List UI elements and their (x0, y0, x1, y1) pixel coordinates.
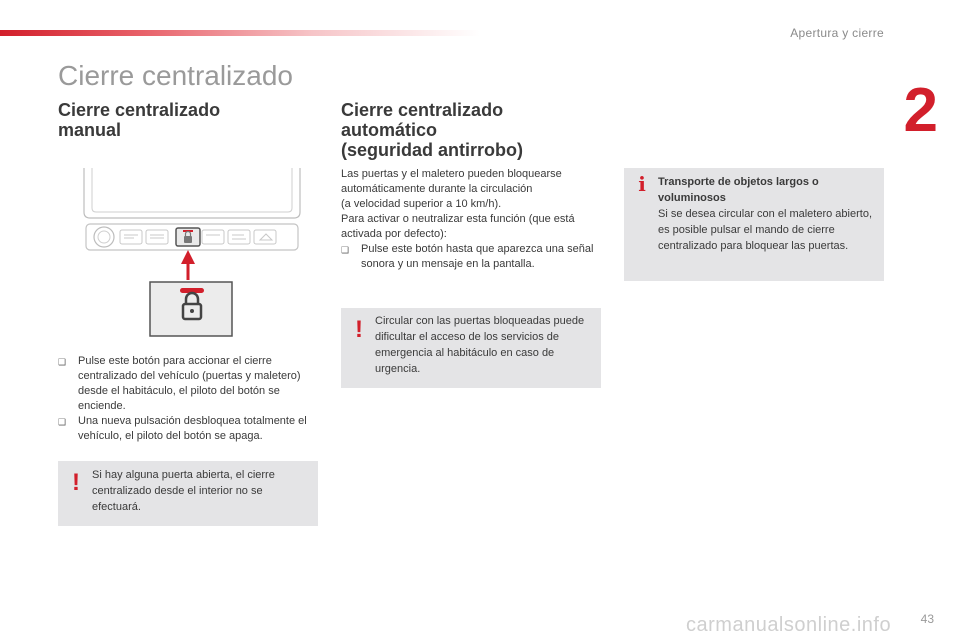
manual-warning-note: ! Si hay alguna puerta abierta, el cierre centralizado desde el interior no se efectuará. (58, 461, 318, 526)
bullet-square-icon: ❑ (341, 245, 350, 255)
list-item: ❑ Una nueva pulsación desbloquea totalmente el vehículo, el piloto del botón se apaga. (58, 415, 307, 442)
info-note (624, 168, 884, 281)
manual-heading: Cierre centralizado manual (58, 100, 221, 140)
header-accent-bar (0, 30, 480, 36)
page-title: Cierre centralizado (58, 60, 293, 91)
dashboard-panel-drawing (82, 168, 302, 340)
automatic-instructions: Las puertas y el maletero pueden bloquearse automáticamente durante la circulación (a velocidad superior a 10 km/h). Para activar o neutralizar esta función (que está activada por defecto): ❑ Pulse este botón hasta que aparezca una señal sonora y un mensaje en la pantalla. (341, 167, 599, 272)
central-locking-button-illustration (82, 168, 302, 340)
page-number: 43 (920, 612, 934, 626)
automatic-heading: Cierre centralizado automático (seguridad antirrobo) (341, 100, 524, 160)
info-note-text: Si se desea circular con el maletero abierto, es posible pulsar el mando de cierre centralizado para bloquear las puertas. (658, 208, 872, 252)
automatic-warning-note: ! Circular con las puertas bloqueadas puede dificultar el acceso de los servicios de emergencia al habitáculo en caso de urgencia. (341, 308, 601, 388)
chapter-number: 2 (903, 76, 938, 145)
bullet-square-icon: ❑ (58, 417, 67, 427)
warning-exclamation-icon: ! (355, 316, 363, 343)
warning-exclamation-icon: ! (72, 469, 80, 496)
info-note-title: Transporte de objetos largos o voluminosos (658, 176, 819, 204)
list-item: ❑ Pulse este botón hasta que aparezca una señal sonora y un mensaje en la pantalla. (341, 243, 594, 270)
section-title: Apertura y cierre (790, 26, 884, 40)
bullet-square-icon: ❑ (58, 357, 67, 367)
list-item: ❑ Pulse este botón para accionar el cierre centralizado del vehículo (puertas y maletero) desde el habitáculo, el piloto del botón se enciende. (58, 355, 301, 412)
info-icon: i (638, 172, 646, 196)
manual-instructions (58, 354, 316, 444)
watermark: carmanualsonline.info (686, 614, 892, 636)
